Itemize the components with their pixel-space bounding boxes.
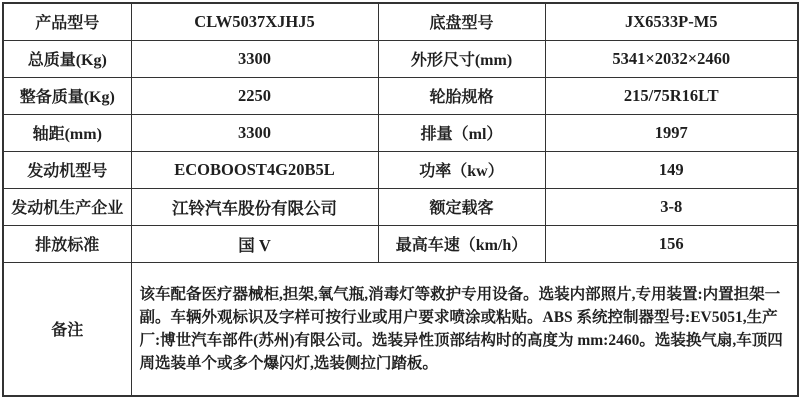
- power-value: 149: [545, 151, 798, 188]
- product-model-label: 产品型号: [3, 3, 131, 40]
- remarks-row: [3, 262, 798, 396]
- wheelbase-label: 轴距(mm): [3, 114, 131, 151]
- remarks-text: 该车配备医疗器械柜,担架,氧气瓶,消毒灯等救护专用设备。选装内部照片,专用装置:内置担架一副。车辆外观标识及字样可按行业或用户要求喷涂或粘贴。ABS 系统控制器型号:EV5051,生产厂:博世汽车部件(苏州)有限公司。选装异性顶部结构时的高度为 mm:2460。选装换气扇,车顶四周选装单个或多个爆闪灯,选装侧拉门踏板。: [131, 262, 798, 396]
- curb-mass-label: 整备质量(Kg): [3, 77, 131, 114]
- displacement-label: 排量（ml）: [378, 114, 545, 151]
- rated-passengers-label: 额定载客: [378, 188, 545, 225]
- vehicle-spec-table: [2, 2, 799, 397]
- table-row: [3, 77, 798, 114]
- max-speed-label: 最高车速（km/h）: [378, 225, 545, 262]
- dimensions-label: 外形尺寸(mm): [378, 40, 545, 77]
- emission-standard-value: 国 V: [131, 225, 378, 262]
- tire-spec-label: 轮胎规格: [378, 77, 545, 114]
- engine-manufacturer-label: 发动机生产企业: [3, 188, 131, 225]
- rated-passengers-value: 3-8: [545, 188, 798, 225]
- table-row: [3, 225, 798, 262]
- table-row: [3, 188, 798, 225]
- table-row: [3, 114, 798, 151]
- total-mass-value: 3300: [131, 40, 378, 77]
- table-row: [3, 3, 798, 40]
- total-mass-label: 总质量(Kg): [3, 40, 131, 77]
- table-row: [3, 40, 798, 77]
- displacement-value: 1997: [545, 114, 798, 151]
- chassis-model-label: 底盘型号: [378, 3, 545, 40]
- tire-spec-value: 215/75R16LT: [545, 77, 798, 114]
- product-model-value: CLW5037XJHJ5: [131, 3, 378, 40]
- emission-standard-label: 排放标准: [3, 225, 131, 262]
- engine-model-value: ECOBOOST4G20B5L: [131, 151, 378, 188]
- table-row: [3, 151, 798, 188]
- engine-manufacturer-value: 江铃汽车股份有限公司: [131, 188, 378, 225]
- curb-mass-value: 2250: [131, 77, 378, 114]
- dimensions-value: 5341×2032×2460: [545, 40, 798, 77]
- engine-model-label: 发动机型号: [3, 151, 131, 188]
- max-speed-value: 156: [545, 225, 798, 262]
- chassis-model-value: JX6533P-M5: [545, 3, 798, 40]
- power-label: 功率（kw）: [378, 151, 545, 188]
- wheelbase-value: 3300: [131, 114, 378, 151]
- remarks-label: 备注: [3, 262, 131, 396]
